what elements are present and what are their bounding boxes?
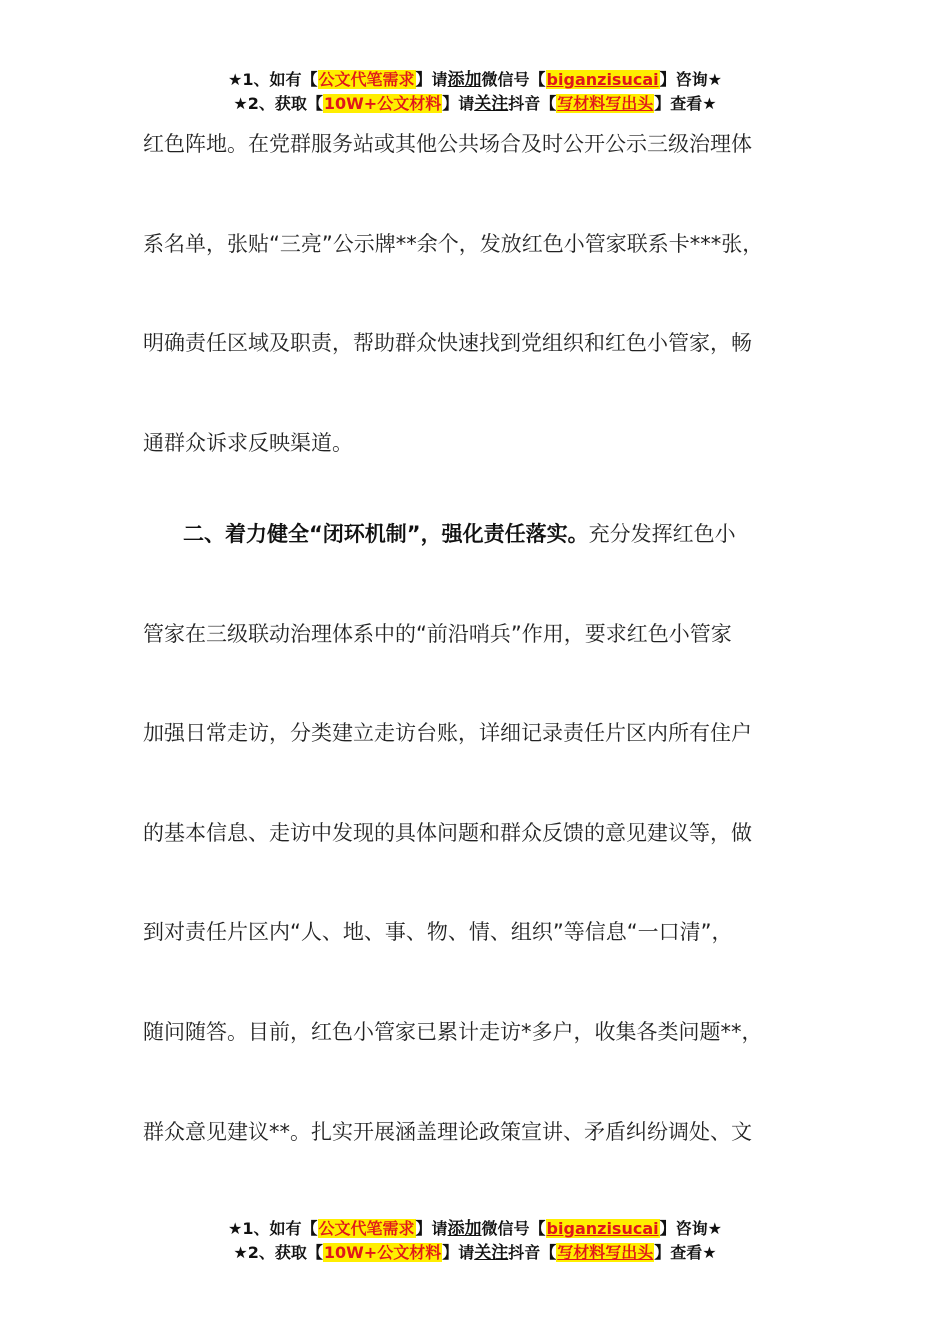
body-line-9: 到对责任片区内“人、地、事、物、情、组织”等信息“一口清”， — [143, 920, 733, 944]
body-line-3: 明确责任区域及职责，帮助群众快速找到党组织和红色小管家，畅 — [143, 331, 752, 355]
banner-text: 】咨询★ — [659, 70, 722, 89]
banner-text: 微信号【 — [481, 1219, 546, 1238]
banner-text: 】咨询★ — [659, 1219, 722, 1238]
banner-emphasis: 关注 — [474, 94, 509, 114]
body-line-2: 系名单，张贴“三亮”公示牌**余个，发放红色小管家联系卡***张， — [143, 232, 764, 256]
body-line-10: 随问随答。目前，红色小管家已累计走访*多户，收集各类问题**， — [143, 1020, 763, 1044]
banner-emphasis: 关注 — [474, 1243, 509, 1263]
banner-text: 】查看★ — [654, 1243, 717, 1262]
footer-banner — [0, 1217, 950, 1265]
banner-emphasis: 添加 — [447, 1219, 482, 1239]
banner-highlight: 公文代笔需求 — [318, 70, 415, 89]
douyin-account-link[interactable]: 写材料写出头 — [557, 94, 654, 113]
banner-text: ★2、获取【 — [233, 94, 323, 113]
body-line-4: 通群众诉求反映渠道。 — [143, 431, 353, 455]
banner-line-2 — [0, 92, 950, 116]
body-line-11: 群众意见建议**。扎实开展涵盖理论政策宣讲、矛盾纠纷调处、文 — [143, 1120, 752, 1144]
banner-highlight: 10W+公文材料 — [323, 94, 442, 113]
banner-line-2 — [0, 1241, 950, 1265]
banner-text: 】请 — [442, 94, 475, 113]
banner-highlight: 10W+公文材料 — [323, 1243, 442, 1262]
banner-text: 】查看★ — [654, 94, 717, 113]
banner-line-1 — [0, 68, 950, 92]
banner-text: 】请 — [415, 70, 448, 89]
wechat-id-link[interactable]: biganzisucai — [546, 70, 659, 89]
body-line-1: 红色阵地。在党群服务站或其他公共场合及时公开公示三级治理体 — [143, 132, 752, 156]
body-line-6: 管家在三级联动治理体系中的“前沿哨兵”作用，要求红色小管家 — [143, 622, 732, 646]
banner-text: 】请 — [442, 1243, 475, 1262]
banner-text: ★1、如有【 — [228, 1219, 318, 1238]
banner-line-1 — [0, 1217, 950, 1241]
banner-emphasis: 添加 — [447, 70, 482, 90]
section-heading: 二、着力健全“闭环机制”，强化责任落实。 — [183, 522, 589, 546]
banner-text: 抖音【 — [508, 94, 557, 113]
body-line-8: 的基本信息、走访中发现的具体问题和群众反馈的意见建议等，做 — [143, 821, 752, 845]
banner-text: ★2、获取【 — [233, 1243, 323, 1262]
banner-text: ★1、如有【 — [228, 70, 318, 89]
section-heading-rest: 充分发挥红色小 — [588, 522, 736, 546]
banner-text: 抖音【 — [508, 1243, 557, 1262]
douyin-account-link[interactable]: 写材料写出头 — [557, 1243, 654, 1262]
body-line-7: 加强日常走访，分类建立走访台账，详细记录责任片区内所有住户 — [143, 721, 752, 745]
banner-highlight: 公文代笔需求 — [318, 1219, 415, 1238]
banner-text: 微信号【 — [481, 70, 546, 89]
header-banner — [0, 68, 950, 116]
banner-text: 】请 — [415, 1219, 448, 1238]
section-heading-paragraph — [183, 519, 736, 549]
wechat-id-link[interactable]: biganzisucai — [546, 1219, 659, 1238]
